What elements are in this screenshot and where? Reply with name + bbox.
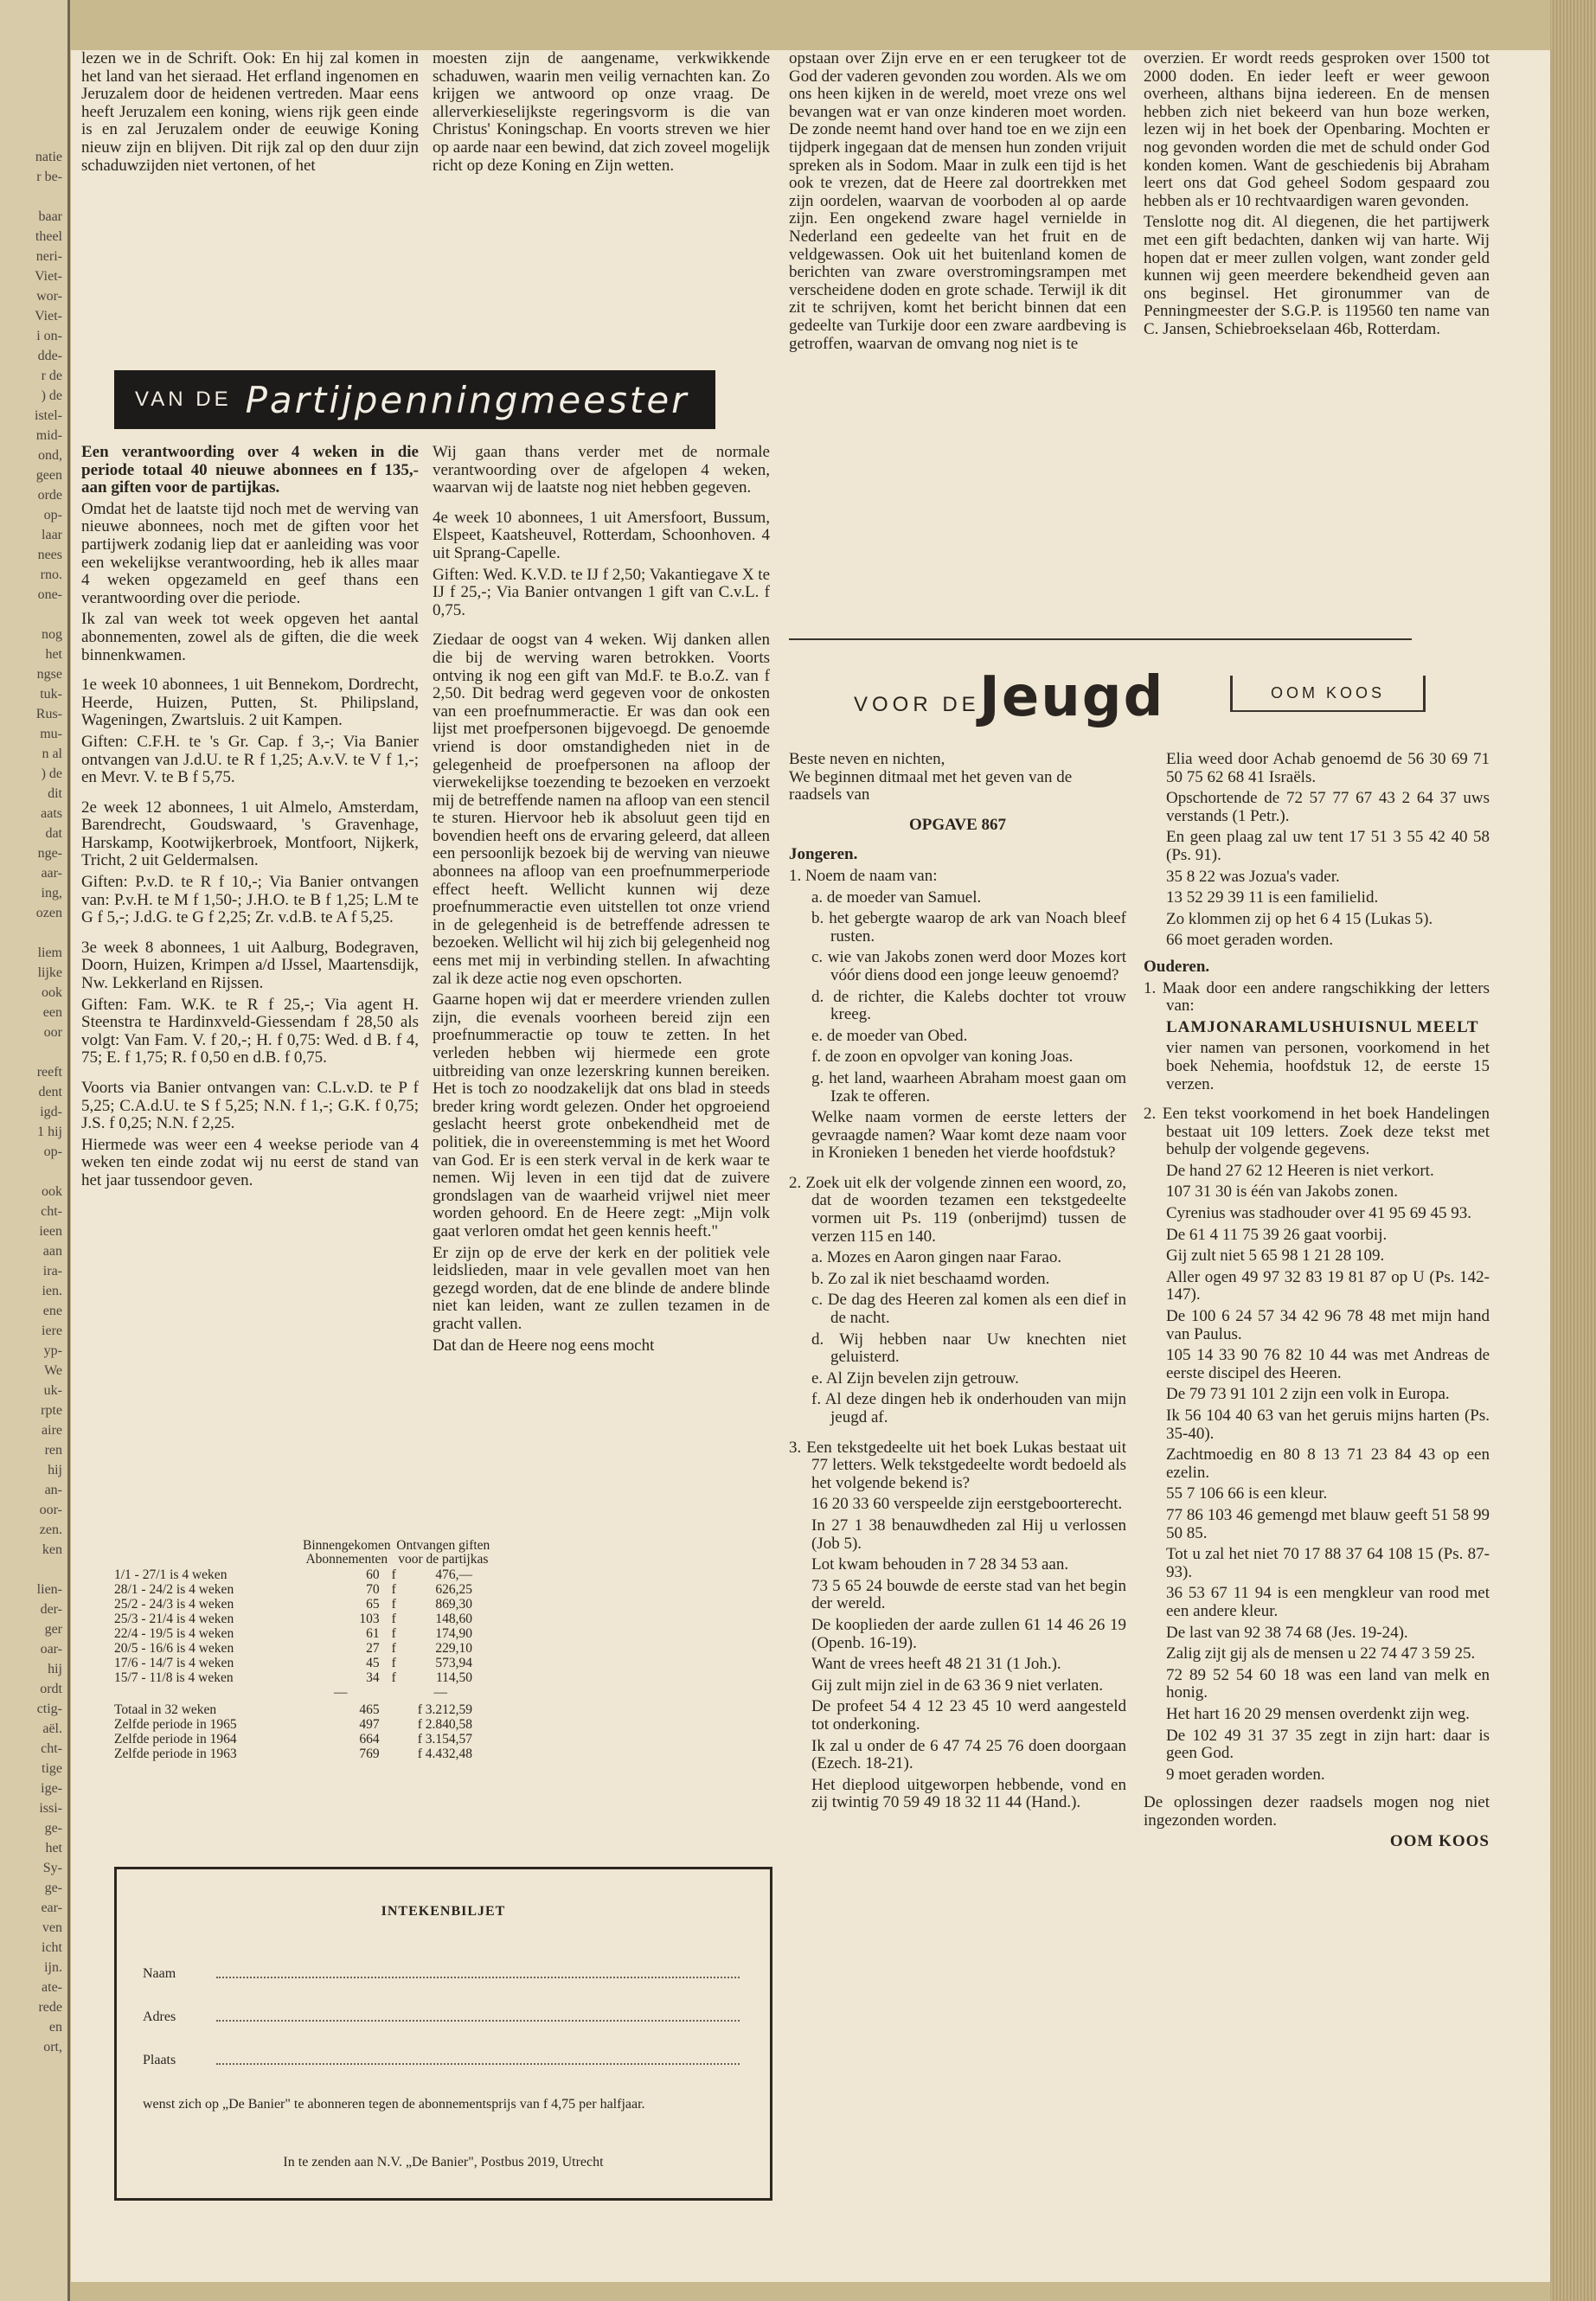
paragraph: Giften: C.F.H. te 's Gr. Cap. f 3,-; Via Banier ontvangen van J.d.U. te R f 1,25; A.v.V. te V f 1,-; en Mevr. V. te B f 5,75. <box>81 732 419 787</box>
margin-fragment: ook <box>42 1184 62 1199</box>
question-item: g. het land, waarheen Abraham moest gaan om Izak te offeren. <box>811 1068 1126 1106</box>
margin-fragment: hij <box>48 1662 62 1676</box>
margin-fragment: Viet- <box>35 309 62 324</box>
ledger-cell: f 2.840,58 <box>417 1717 472 1732</box>
ledger-cell <box>114 1685 302 1702</box>
paragraph: Ziedaar de oogst van 4 weken. Wij danken allen die bij de werving waren betrokken. Voorts ontving ik nog een gift van Md.F. te B.o.Z. van f 2,50. Dit bedrag werd gegeven voor de onkosten van een proefnummeractie. Er was dan ook een lijst met proefpersonen bijgevoegd. De genoemde vriend is door omstandigheden niet in de gelegenheid de proefpersonen na afloop der vierwekelijkse toezending te bezoeken en verzoekt mij de betreffende namen na afloop van een stencil te sturen. Hiervoor heb ik absoluut geen tijd en bovendien heeft ons de ervaring geleerd, dat alleen een persoonlijk bezoek bij de werving van nieuwe abonnees na afloop van een proefnummerperiode effect heeft. Wellicht kunnen wij deze proefnummeractie even uitstellen tot onze vriend in de gelegenheid is de betreffende adressen te bezoeken. Wellicht wil hij zich bij gelegenheid nog eens met mij in verbinding stellen. In afwachting zal ik deze actie nog even opschorten. <box>433 631 770 988</box>
margin-fragment: ordt <box>40 1682 62 1696</box>
ledger-total-row <box>114 1732 495 1747</box>
ledger-cell: f 3.154,57 <box>417 1732 472 1747</box>
margin-fragment: yp- <box>43 1343 62 1358</box>
paragraph: 1e week 10 abonnees, 1 uit Bennekom, Dordrecht, Heerde, Huizen, Putten, St. Philipsland, Wageningen, Zwartsluis. 2 uit Kampen. <box>81 676 419 730</box>
margin-fragment: dat <box>45 826 62 841</box>
margin-fragment: aan <box>42 1244 62 1259</box>
form-send-address: In te zenden aan N.V. „De Banier", Postbus 2019, Utrecht <box>283 2155 604 2170</box>
ledger-cell: Zelfde periode in 1964 <box>114 1732 237 1747</box>
name-line[interactable] <box>216 1977 740 1978</box>
margin-fragment: op- <box>43 508 62 522</box>
margin-fragment: orde <box>37 488 62 503</box>
ledger-separator-mark: — <box>334 1685 348 1700</box>
place-label: Plaats <box>143 2053 176 2067</box>
question-o1-end: vier namen van personen, voorkomend in het boek Nehemia, hoofdstuk 12, de eerste 15 verzen. <box>1166 1039 1490 1093</box>
clue-line: Gij zult niet 5 65 98 1 21 28 109. <box>1166 1247 1385 1266</box>
margin-fragment: aire <box>42 1423 62 1438</box>
clue-line: Gij zult mijn ziel in de 63 36 9 niet verlaten. <box>811 1676 1104 1695</box>
clue-line: De 79 73 91 101 2 zijn een volk in Europa. <box>1166 1385 1450 1404</box>
margin-fragment: tige <box>42 1761 62 1776</box>
ledger-cell: 61 <box>366 1626 380 1641</box>
clue-line: Want de vrees heeft 48 21 31 (1 Joh.). <box>811 1655 1061 1674</box>
ledger-header-abonnees: Binnengekomen Abonnementen <box>303 1538 391 1567</box>
ledger-cell: f <box>391 1626 396 1641</box>
margin-fragment: oor- <box>39 1503 62 1517</box>
ledger-cell: f <box>391 1641 396 1656</box>
place-field[interactable] <box>143 2053 740 2068</box>
margin-fragment: Rus- <box>35 707 62 721</box>
ledger-cell: 148,60 <box>435 1612 472 1626</box>
paragraph: Gaarne hopen wij dat er meerdere vrienden zullen zijn, die evenals voorheen bereid zijn een proefnummeractie op touw te zetten. In het verleden hebben wij hiermede een grote uitbreiding van onze lezerskring kunnen bereiken. Het is toch zo noodzakelijk dat ons blad in steeds breder kring wordt gelezen. Onder het opgroeiend geslacht heerst grote onbekendheid met de politiek, die in overeenstemming is met het Woord van God. Er is een sterk verval in de kerk waar te nemen. Wij leven in een tijd dat de zuivere grondslagen van de waarheid vrijwel niet meer worden gehoord. En de Heere zegt: „Mijn volk gaat verloren omdat het geen kennis heeft." <box>433 990 770 1240</box>
margin-fragment: tuk- <box>40 687 62 702</box>
ledger-cell: Totaal in 32 weken <box>114 1702 217 1717</box>
margin-fragment: reeft <box>36 1065 62 1080</box>
margin-fragment: issi- <box>39 1801 62 1816</box>
ledger-cell: 27 <box>366 1641 380 1656</box>
margin-fragment: geen <box>35 468 62 483</box>
paragraph: Hiermede was weer een 4 weekse periode van 4 weken ten einde zodat wij nu eerst de stand van het jaar tussendoor geven. <box>81 1135 419 1189</box>
question-item: a. de moeder van Samuel. <box>811 888 982 907</box>
clue-line: Ik 56 104 40 63 van het geruis mijns harten (Ps. 35-40). <box>1166 1407 1490 1443</box>
margin-fragment: aël. <box>42 1721 62 1736</box>
margin-fragment: icht <box>42 1940 62 1955</box>
margin-fragment: ctig- <box>36 1702 62 1716</box>
ledger-row <box>114 1670 495 1685</box>
signature: OOM KOOS <box>1389 1832 1490 1851</box>
margin-fragment: rno. <box>40 567 62 582</box>
form-title: INTEKENBILJET <box>381 1904 506 1919</box>
clue-line: 105 14 33 90 76 82 10 44 was met Andreas de eerste discipel des Heeren. <box>1166 1346 1490 1382</box>
section-rule <box>789 638 1412 640</box>
question-3: 3. Een tekstgedeelte uit het boek Lukas bestaat uit 77 letters. Welk tekstgedeelte wordt bedoeld als het volgende bekend is? <box>789 1438 1126 1492</box>
margin-fragment: ge- <box>44 1881 62 1895</box>
clue-line: Ik zal u onder de 6 47 74 25 76 doen doorgaan (Ezech. 18-21). <box>811 1736 1126 1773</box>
clue-line: De last van 92 38 74 68 (Jes. 19-24). <box>1166 1623 1408 1642</box>
margin-fragment: ien. <box>42 1284 62 1298</box>
margin-fragment: theel <box>35 229 62 244</box>
ledger-row <box>114 1641 495 1656</box>
clue-line: De 100 6 24 57 34 42 96 78 48 met mijn hand van Paulus. <box>1166 1307 1490 1343</box>
margin-fragment: baar <box>38 209 62 224</box>
paragraph: Er zijn op de erve der kerk en der politiek vele leidslieden, maar in vele gevallen moet van hen gezegd worden, dat de ene blinde de andere blinde niet kan leiden, want ze zullen tezamen in de gracht vallen. <box>433 1243 770 1333</box>
margin-fragment: oor <box>43 1025 62 1040</box>
paragraph: 2e week 12 abonnees, 1 uit Almelo, Amsterdam, Barendrecht, Goudswaard, 's Gravenhage, Harskamp, Kootwijkerbroek, Montfoort, Nijkerk, Tricht, 2 uit Geldermalsen. <box>81 798 419 870</box>
margin-fragment: ger <box>44 1622 62 1637</box>
margin-fragment: i on- <box>36 329 62 343</box>
margin-fragment: natie <box>35 150 62 164</box>
ledger-cell: f <box>391 1612 396 1626</box>
margin-fragment: ) de <box>41 766 62 781</box>
margin-fragment: ira- <box>42 1264 62 1279</box>
closing-note: De oplossingen dezer raadsels mogen nog niet ingezonden worden. <box>1144 1793 1490 1830</box>
margin-fragment: iere <box>42 1324 62 1338</box>
opgave-title: OPGAVE 867 <box>908 815 1007 834</box>
banner-title: Partijpenningmeester <box>245 378 689 421</box>
margin-fragment: laar <box>42 528 62 542</box>
margin-fragment: ijn. <box>44 1960 62 1975</box>
ledger-cell: 573,94 <box>435 1656 472 1670</box>
paragraph: Ik zal van week tot week opgeven het aantal abonnementen, zowel als de giften, die die week binnenkwamen. <box>81 610 419 664</box>
clue-line: In 27 1 38 benauwdheden zal Hij u verlossen (Job 5). <box>811 1516 1126 1553</box>
ledger-cell: 476,— <box>435 1567 472 1582</box>
clue-line: En geen plaag zal uw tent 17 51 3 55 42 40 58 (Ps. 91). <box>1166 828 1490 864</box>
ledger-cell: 60 <box>366 1567 380 1582</box>
margin-fragment: ort, <box>43 2040 62 2054</box>
margin-fragment: ren <box>44 1443 62 1458</box>
clue-line: Tot u zal het niet 70 17 88 37 64 108 15 (Ps. 87-93). <box>1166 1545 1490 1581</box>
col1-top-text: lezen we in de Schrift. Ook: En hij zal komen in het land van het sieraad. Het erfland ingenomen en Jeruzalem door de heidenen vertreden. Maar eens heeft Jeruzalem een koning, wiens rijk geen einde is en zal Jeruzalem onder de eeuwige Koning nieuw zijn en blijven. Dit rijk zal op den duur zijn schaduwzijden niet vertonen, of het <box>81 49 419 175</box>
margin-fragment: istel- <box>35 408 62 423</box>
ledger-total-row <box>114 1717 495 1732</box>
margin-fragment: ) de <box>41 388 62 403</box>
margin-fragment: mid- <box>35 428 62 443</box>
section-jongeren: Jongeren. <box>789 845 858 864</box>
margin-fragment: dde- <box>37 349 62 363</box>
margin-fragment: igd- <box>40 1105 62 1119</box>
clue-line: Opschortende de 72 57 77 67 43 2 64 37 uws verstands (1 Petr.). <box>1166 789 1490 825</box>
margin-fragment: lijke <box>37 965 62 980</box>
margin-fragment: ge- <box>44 1821 62 1836</box>
ledger-cell: Zelfde periode in 1965 <box>114 1717 237 1732</box>
ledger-separator-mark: — <box>433 1685 448 1700</box>
margin-fragment: ond, <box>38 448 62 463</box>
ledger-cell: f <box>391 1597 396 1612</box>
margin-fragment: aats <box>41 806 62 821</box>
ledger-cell: 25/2 - 24/3 is 4 weken <box>114 1597 234 1612</box>
clue-line: Zachtmoedig en 80 8 13 71 23 84 43 op een ezelin. <box>1166 1445 1490 1482</box>
clue-line: 72 89 52 54 60 18 was een land van melk en honig. <box>1166 1665 1490 1702</box>
margin-fragment: ene <box>42 1304 62 1318</box>
clue-line: Cyrenius was stadhouder over 41 95 69 45 93. <box>1166 1204 1472 1223</box>
ledger-cell: 174,90 <box>435 1626 472 1641</box>
ledger-row <box>114 1582 495 1597</box>
page-edge-stack <box>1550 0 1596 2301</box>
ledger-cell: 229,10 <box>435 1641 472 1656</box>
margin-fragment: nog <box>42 627 62 642</box>
ledger-row <box>114 1626 495 1641</box>
question-item: d. de richter, die Kalebs dochter tot vrouw kreeg. <box>811 987 1126 1024</box>
ledger-cell: 28/1 - 24/2 is 4 weken <box>114 1582 234 1597</box>
name-label: Naam <box>143 1966 176 1981</box>
clue-line: Het dieplood uitgeworpen hebbende, vond en zij twintig 70 59 49 18 32 11 44 (Hand.). <box>811 1775 1126 1812</box>
clue-line: Het hart 16 20 29 mensen overdenkt zijn weg. <box>1166 1704 1470 1723</box>
ledger-cell <box>392 1685 409 1702</box>
ledger-cell: 20/5 - 16/6 is 4 weken <box>114 1641 234 1656</box>
subscription-form <box>114 1867 772 2201</box>
address-line[interactable] <box>216 2020 740 2022</box>
margin-fragment: r be- <box>36 170 62 184</box>
ledger-cell: 497 <box>359 1717 380 1732</box>
col3-top-text: opstaan over Zijn erve en er een terugkeer tot de God der vaderen gevonden zou worden. Als we om ons heen kijken in de wereld, moet vreze ons wel bevangen wat er van onze kinderen moet worden. De zonde neemt hand over hand toe en we zijn een tijdperk ingegaan dat de mensen hun zonden vrijuit spreken als in Sodom. Maar in zulk een tijd is het ook te vrezen, dat de Heere zal doortrekken met zijn oordelen, waarvan de voorboden al op aarde zijn. Een ongekend zware hagel vernielde in Nederland een gedeelte van het fruit en de veldgewassen. Ook uit het buitenland komen de berichten van zware overstromingsrampen met verscheidene doden en grote schade. Terwijl ik dit zit te schrijven, komt het bericht binnen dat een gedeelte van Turkije door een zware aardbeving is getroffen, waarvan de omvang nog niet is te <box>789 49 1126 353</box>
question-2: 2. Zoek uit elk der volgende zinnen een woord, zo, dat de woorden tezamen een tekstgedeelte vormen uit Ps. 119 (onberijmd) tussen de verzen 115 en 140. <box>789 1173 1126 1246</box>
question-item: b. Zo zal ik niet beschaamd worden. <box>811 1269 1050 1288</box>
margin-fragment: cht- <box>41 1204 62 1219</box>
margin-fragment: en <box>48 2020 62 2035</box>
ledger-cell: 869,30 <box>435 1597 472 1612</box>
margin-fragment: der- <box>40 1602 62 1617</box>
ledger-cell: 25/3 - 21/4 is 4 weken <box>114 1612 234 1626</box>
margin-fragment: ngse <box>36 667 62 682</box>
margin-fragment: rpte <box>41 1403 62 1418</box>
ledger-header-period <box>114 1538 302 1567</box>
paragraph: Giften: Wed. K.V.D. te IJ f 2,50; Vakantiegave X te IJ f 25,-; Via Banier ontvangen 1 gift van C.v.L. f 0,75. <box>433 565 771 619</box>
paragraph: Voorts via Banier ontvangen van: C.L.v.D. te P f 5,25; C.A.d.U. te S f 5,25; N.N. f 1,-; G.K. f 0,75; J.S. f 0,25; N.N. f 2,25. <box>81 1079 419 1133</box>
question-item: b. het gebergte waarop de ark van Noach bleef rusten. <box>811 909 1126 945</box>
paragraph: 4e week 10 abonnees, 1 uit Amersfoort, Bussum, Elspeet, Kaatsheuvel, Rotterdam, Schoonhoven. 4 uit Sprang-Capelle. <box>433 508 770 562</box>
clue-line: De profeet 54 4 12 23 45 10 werd aangesteld tot onderkoning. <box>811 1697 1126 1734</box>
newspaper-page <box>71 50 1550 2282</box>
clue-line: De 102 49 31 37 35 zegt in zijn hart: daar is geen God. <box>1166 1726 1490 1763</box>
jeugd-col4 <box>1144 751 1490 1855</box>
margin-fragment: ken <box>42 1542 62 1557</box>
paragraph: Giften: Fam. W.K. te R f 25,-; Via agent H. Steenstra te Hardinxveld-Giessendam f 28,50 als volgt: Van Fam. V. f 20,-; H. f 0,75: Wed. d B. f 4, 75; E. f 1,75; R. f 0,50 en d.B. f 0,75. <box>81 995 419 1067</box>
clue-line: 77 86 103 46 gemengd met blauw geeft 51 58 99 50 85. <box>1166 1505 1490 1542</box>
jeugd-small: VOOR DE <box>854 693 980 716</box>
ledger-cell: 15/7 - 11/8 is 4 weken <box>114 1670 234 1685</box>
margin-fragment: oar- <box>40 1642 62 1657</box>
clue-line: De kooplieden der aarde zullen 61 14 46 26 19 (Openb. 16-19). <box>811 1615 1126 1652</box>
question-o1: 1. Maak door een andere rangschikking der letters van: <box>1144 978 1490 1016</box>
margin-fragment: We <box>44 1363 62 1378</box>
margin-fragment: dit <box>48 786 62 801</box>
col2-top-text: moesten zijn de aangename, verkwikkende schaduwen, waarin men veilig vernachten kan. Zo krijgen we antwoord op onze vraag. De allerverkieselijkste regeringsvorm is die van Christus' Koningschap. En voorts streven we hier op aarde naar een bewind, dat zich zoveel mogelijk richt op deze Koning en Zijn wetten. <box>433 49 770 175</box>
margin-fragment: aar- <box>41 866 62 881</box>
col4-paragraph: overzien. Er wordt reeds gesproken over 1500 tot 2000 doden. En ieder leeft er weer gewoon overheen, althans bijna iedereen. En de mensen hebben zich niet bekeerd van hun boze werken, lezen wij in het boek der Openbaring. Mochten er nog gevonden worden die met de schuld onder God konden komen. Want de geschiedenis bij Abraham leert ons dat God geheel Sodom gespaard zou hebben als er 10 rechtvaardigen waren gevonden. <box>1144 49 1490 210</box>
margin-fragment: ook <box>42 985 62 1000</box>
clue-line: 35 8 22 was Jozua's vader. <box>1166 867 1340 886</box>
paragraph: Wij gaan thans verder met de normale verantwoording over de afgelopen 4 weken, waarvan wij de laatste nog niet hebben gegeven. <box>433 443 770 497</box>
ledger-total-row <box>114 1702 495 1717</box>
margin-fragment: Viet- <box>35 269 62 284</box>
question-item: e. Al Zijn bevelen zijn getrouw. <box>811 1368 1019 1388</box>
margin-fragment: cht- <box>41 1741 62 1756</box>
ledger-header-giften: Ontvangen giften voor de partijkas <box>396 1538 490 1567</box>
margin-fragment: op- <box>43 1144 62 1159</box>
name-field[interactable] <box>143 1966 740 1982</box>
penningmeester-col2 <box>433 444 770 1358</box>
ledger-cell: Zelfde periode in 1963 <box>114 1747 237 1761</box>
question-item: f. de zoon en opvolger van koning Joas. <box>811 1048 1074 1067</box>
ledger-table <box>114 1538 495 1761</box>
place-line[interactable] <box>216 2063 740 2065</box>
ledger-cell: f <box>391 1656 396 1670</box>
paragraph: 3e week 8 abonnees, 1 uit Aalburg, Bodegraven, Doorn, Huizen, Krimpen a/d IJssel, Maartensdijk, Nw. Lekkerland en Rijssen. <box>81 938 419 993</box>
ledger-cell: 103 <box>359 1612 380 1626</box>
question-o2: 2. Een tekst voorkomend in het boek Handelingen bestaat uit 109 letters. Zoek deze tekst met behulp der volgende gegevens. <box>1144 1105 1490 1159</box>
oom-koos-box: OOM KOOS <box>1230 676 1426 712</box>
ledger-cell: f 4.432,48 <box>417 1747 472 1761</box>
margin-fragment: Sy- <box>42 1861 62 1875</box>
paragraph: Dat dan de Heere nog eens mocht <box>433 1336 655 1355</box>
question-item: c. wie van Jakobs zonen werd door Mozes kort vóór diens dood een jonge leeuw genoemd? <box>811 948 1126 984</box>
clue-line: 55 7 106 66 is een kleur. <box>1166 1484 1328 1503</box>
margin-fragment: n al <box>42 747 62 761</box>
clue-line: Elia weed door Achab genoemd de 56 30 69 71 50 75 62 68 41 Israëls. <box>1166 750 1490 786</box>
paragraph: Een verantwoording over 4 weken in die periode totaal 40 nieuwe abonnees en f 135,- aan giften voor de partijkas. <box>81 443 419 497</box>
margin-fragment: ozen <box>35 906 62 920</box>
margin-fragment: ige- <box>41 1781 62 1796</box>
banner-small: VAN DE <box>135 388 232 411</box>
ledger-cell: 17/6 - 14/7 is 4 weken <box>114 1656 234 1670</box>
col4-top-text <box>1144 50 1490 343</box>
margin-fragment: dent <box>38 1085 62 1099</box>
jeugd-col3 <box>789 751 1126 1816</box>
clue-line: Zalig zijt gij als de mensen u 22 74 47 3 59 25. <box>1166 1644 1476 1663</box>
col4-paragraph: Tenslotte nog dit. Al diegenen, die het partijwerk met een gift bedachten, danken wij van harte. Wij hopen dat er meer zullen volgen, want zonder geld kunnen wij geen meerdere bekendheid geven aan ons beginsel. Het gironummer van de Penningmeester der S.G.P. is 119560 ten name van C. Jansen, Schiebroekselaan 46b, Rotterdam. <box>1144 213 1490 338</box>
margin-fragment: 1 hij <box>37 1125 62 1139</box>
adjacent-page-margin <box>0 0 70 2301</box>
form-note: wenst zich op „De Banier" te abonneren tegen de abonnementsprijs van f 4,75 per halfjaar. <box>143 2097 645 2112</box>
margin-fragment: ieen <box>39 1224 62 1239</box>
ledger-total-row <box>114 1747 495 1761</box>
margin-fragment: r de <box>41 369 62 383</box>
ledger-cell: f <box>391 1582 396 1597</box>
ledger-row <box>114 1656 495 1670</box>
paragraph: Giften: P.v.D. te R f 10,-; Via Banier ontvangen van: P.v.H. te M f 1,50-; J.H.O. te B f 1,25; L.M te G f 5,-; J.d.G. te G f 2,25; Zr. v.d.B. te A f 5,25. <box>81 873 419 927</box>
clue-line: Aller ogen 49 97 32 83 19 81 87 op U (Ps. 142-147). <box>1166 1267 1490 1304</box>
question-item: a. Mozes en Aaron gingen naar Farao. <box>811 1248 1062 1267</box>
ledger-row <box>114 1612 495 1626</box>
ledger-cell: 465 <box>359 1702 380 1717</box>
margin-fragment: rede <box>38 2000 62 2015</box>
ledger-separator <box>114 1685 495 1702</box>
margin-fragment: het <box>45 1841 62 1856</box>
ledger-cell: 1/1 - 27/1 is 4 weken <box>114 1567 228 1582</box>
clue-line: 13 52 29 39 11 is een familielid. <box>1166 888 1379 907</box>
clue-line: 16 20 33 60 verspeelde zijn eerstgeboorterecht. <box>811 1495 1123 1514</box>
ledger-cell: 626,25 <box>435 1582 472 1597</box>
margin-fragment: nge- <box>37 846 62 861</box>
clue-line: Zo klommen zij op het 6 4 15 (Lukas 5). <box>1166 909 1433 928</box>
clue-line: 107 31 30 is één van Jakobs zonen. <box>1166 1183 1399 1202</box>
question-1-end: Welke naam vormen de eerste letters der gevraagde namen? Waar komt deze naam voor in Kronieken 1 beneden het vierde hoofdstuk? <box>811 1108 1126 1163</box>
margin-fragment: hij <box>48 1463 62 1477</box>
address-label: Adres <box>143 2009 176 2024</box>
margin-fragment: mu- <box>40 727 62 741</box>
clue-line: 36 53 67 11 94 is een mengkleur van rood met een andere kleur. <box>1166 1584 1490 1620</box>
margin-fragment: ear- <box>41 1900 62 1915</box>
paragraph: Omdat het de laatste tijd noch met de werving van nieuwe abonnees, noch met de giften voor het partijwerk zodanig liep dat er aanleiding was voor een wekelijkse verantwoording, heb ik alles maar 4 weken opgezameld en geef thans een verantwoording over die periode. <box>81 499 419 607</box>
margin-fragment: zen. <box>39 1522 62 1537</box>
ledger-cell: 65 <box>366 1597 380 1612</box>
section-banner-penningmeester <box>114 370 715 429</box>
clue-line: 66 moet geraden worden. <box>1166 931 1334 950</box>
margin-fragment: ate- <box>42 1980 62 1995</box>
ledger-cell: 664 <box>359 1732 380 1747</box>
ledger-cell: f <box>391 1670 396 1685</box>
margin-fragment: lien- <box>36 1582 62 1597</box>
question-item: d. Wij hebben naar Uw knechten niet geluisterd. <box>811 1330 1126 1367</box>
margin-fragment: neri- <box>35 249 62 264</box>
clue-line: De 61 4 11 75 39 26 gaat voorbij. <box>1166 1225 1388 1244</box>
ledger-cell: 769 <box>359 1747 380 1761</box>
address-field[interactable] <box>143 2009 740 2025</box>
penningmeester-col1 <box>81 444 419 1194</box>
ledger-cell: 114,50 <box>435 1670 472 1685</box>
question-item: e. de moeder van Obed. <box>811 1026 968 1045</box>
margin-fragment: ing, <box>41 886 62 901</box>
clue-line: De hand 27 62 12 Heeren is niet verkort. <box>1166 1161 1434 1180</box>
question-1: 1. Noem de naam van: <box>789 866 938 885</box>
margin-fragment: uk- <box>43 1383 62 1398</box>
clue-line: Lot kwam behouden in 7 28 34 53 aan. <box>811 1555 1069 1574</box>
ledger-row <box>114 1597 495 1612</box>
jeugd-header <box>789 660 1524 738</box>
margin-fragment: het <box>45 647 62 662</box>
section-ouderen: Ouderen. <box>1144 957 1210 976</box>
question-item: f. Al deze dingen heb ik onderhouden van mijn jeugd af. <box>811 1390 1126 1426</box>
ledger-cell: 22/4 - 19/5 is 4 weken <box>114 1626 234 1641</box>
margin-fragment: ven <box>42 1920 62 1935</box>
jeugd-intro: Beste neven en nichten, We beginnen ditmaal met het geven van de raadsels van <box>789 750 1073 804</box>
clue-line: 73 5 65 24 bouwde de eerste stad van het begin der wereld. <box>811 1576 1126 1613</box>
margin-fragment: een <box>42 1005 62 1020</box>
ledger-row <box>114 1567 495 1582</box>
ledger-cell: f 3.212,59 <box>417 1702 472 1717</box>
ledger-cell: 34 <box>366 1670 380 1685</box>
ledger-cell: f <box>391 1567 396 1582</box>
margin-fragment: one- <box>37 587 62 602</box>
jeugd-title: Jeugd <box>979 665 1165 729</box>
margin-fragment: nees <box>37 548 62 562</box>
ledger-cell: 70 <box>366 1582 380 1597</box>
margin-fragment: liem <box>37 945 62 960</box>
margin-fragment: an- <box>44 1483 62 1497</box>
question-item: c. De dag des Heeren zal komen als een dief in de nacht. <box>811 1291 1126 1328</box>
clue-line: 9 moet geraden worden. <box>1166 1765 1325 1784</box>
letters-puzzle: LAMJONARAMLUSHUISNUL MEELT <box>1166 1017 1479 1036</box>
ledger-cell: 45 <box>366 1656 380 1670</box>
margin-fragment: wor- <box>36 289 62 304</box>
